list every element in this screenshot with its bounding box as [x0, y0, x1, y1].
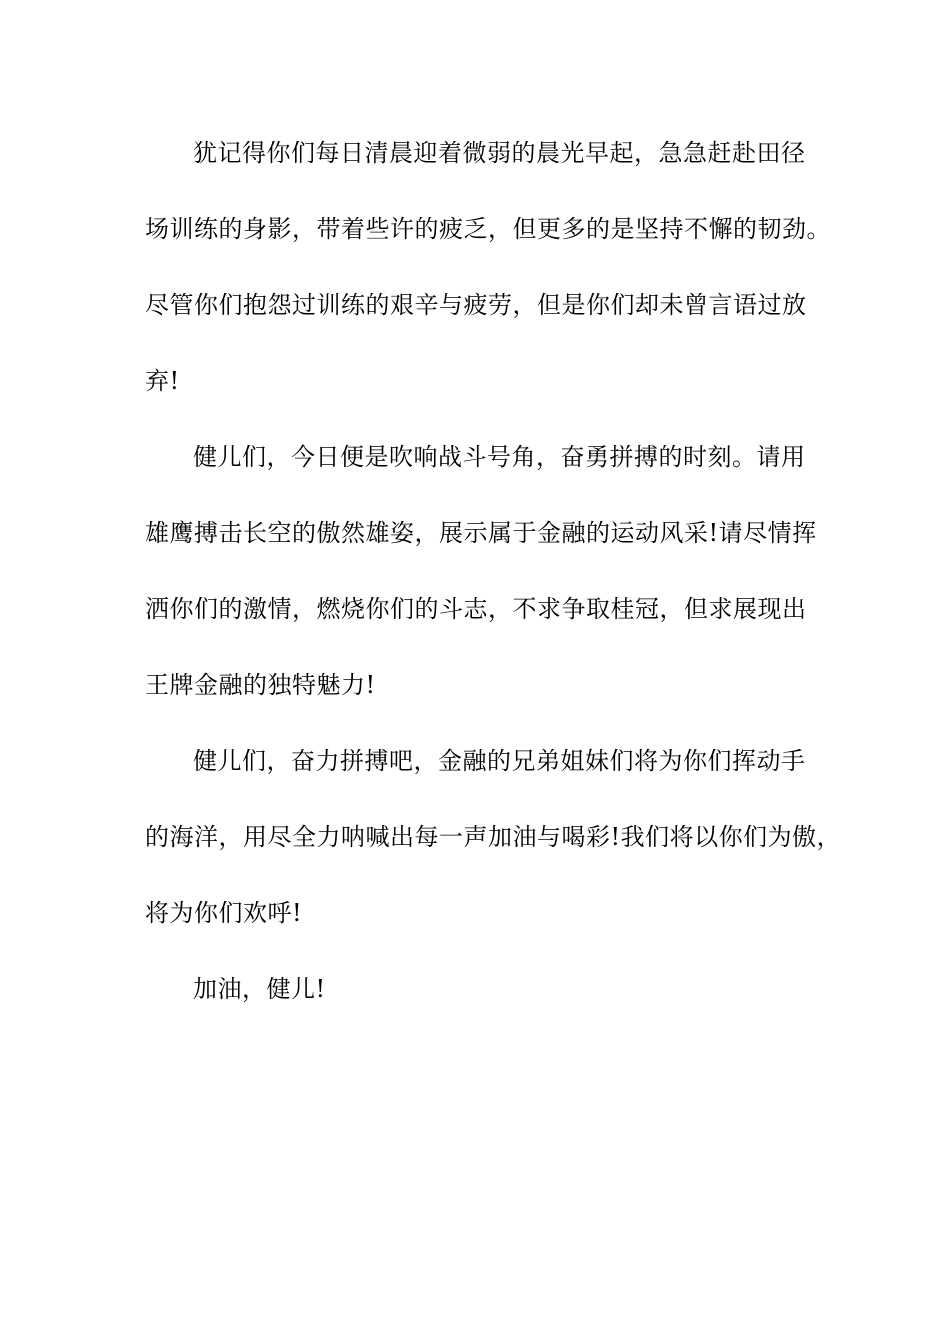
paragraph-1 [145, 127, 831, 431]
paragraph-line: 洒你们的激情，燃烧你们的斗志，不求争取桂冠，但求展现出 [145, 595, 807, 623]
paragraph-line: 犹记得你们每日清晨迎着微弱的晨光早起，急急赶赴田径 [193, 139, 806, 167]
paragraph-line: 健儿们，今日便是吹响战斗号角，奋勇拼搏的时刻。请用 [193, 443, 806, 471]
paragraph-line: 的海洋，用尽全力呐喊出每一声加油与喝彩!我们将以你们为傲， [145, 823, 842, 851]
paragraph-3 [145, 735, 842, 963]
document-body [145, 127, 842, 1039]
paragraph-line: 将为你们欢呼! [145, 899, 303, 927]
paragraph-line: 加油，健儿! [193, 975, 326, 1003]
paragraph-2 [145, 431, 825, 735]
paragraph-line: 尽管你们抱怨过训练的艰辛与疲劳，但是你们却未曾言语过放 [145, 291, 807, 319]
paragraph-line: 健儿们，奋力拼搏吧，金融的兄弟姐妹们将为你们挥动手 [193, 747, 806, 775]
paragraph-line: 场训练的身影，带着些许的疲乏，但更多的是坚持不懈的韧劲。 [145, 215, 831, 243]
paragraph-line: 弃! [145, 367, 180, 395]
paragraph-4 [145, 963, 825, 1039]
paragraph-line: 王牌金融的独特魅力! [145, 671, 376, 699]
paragraph-line: 雄鹰搏击长空的傲然雄姿，展示属于金融的运动风采!请尽情挥 [145, 519, 817, 547]
